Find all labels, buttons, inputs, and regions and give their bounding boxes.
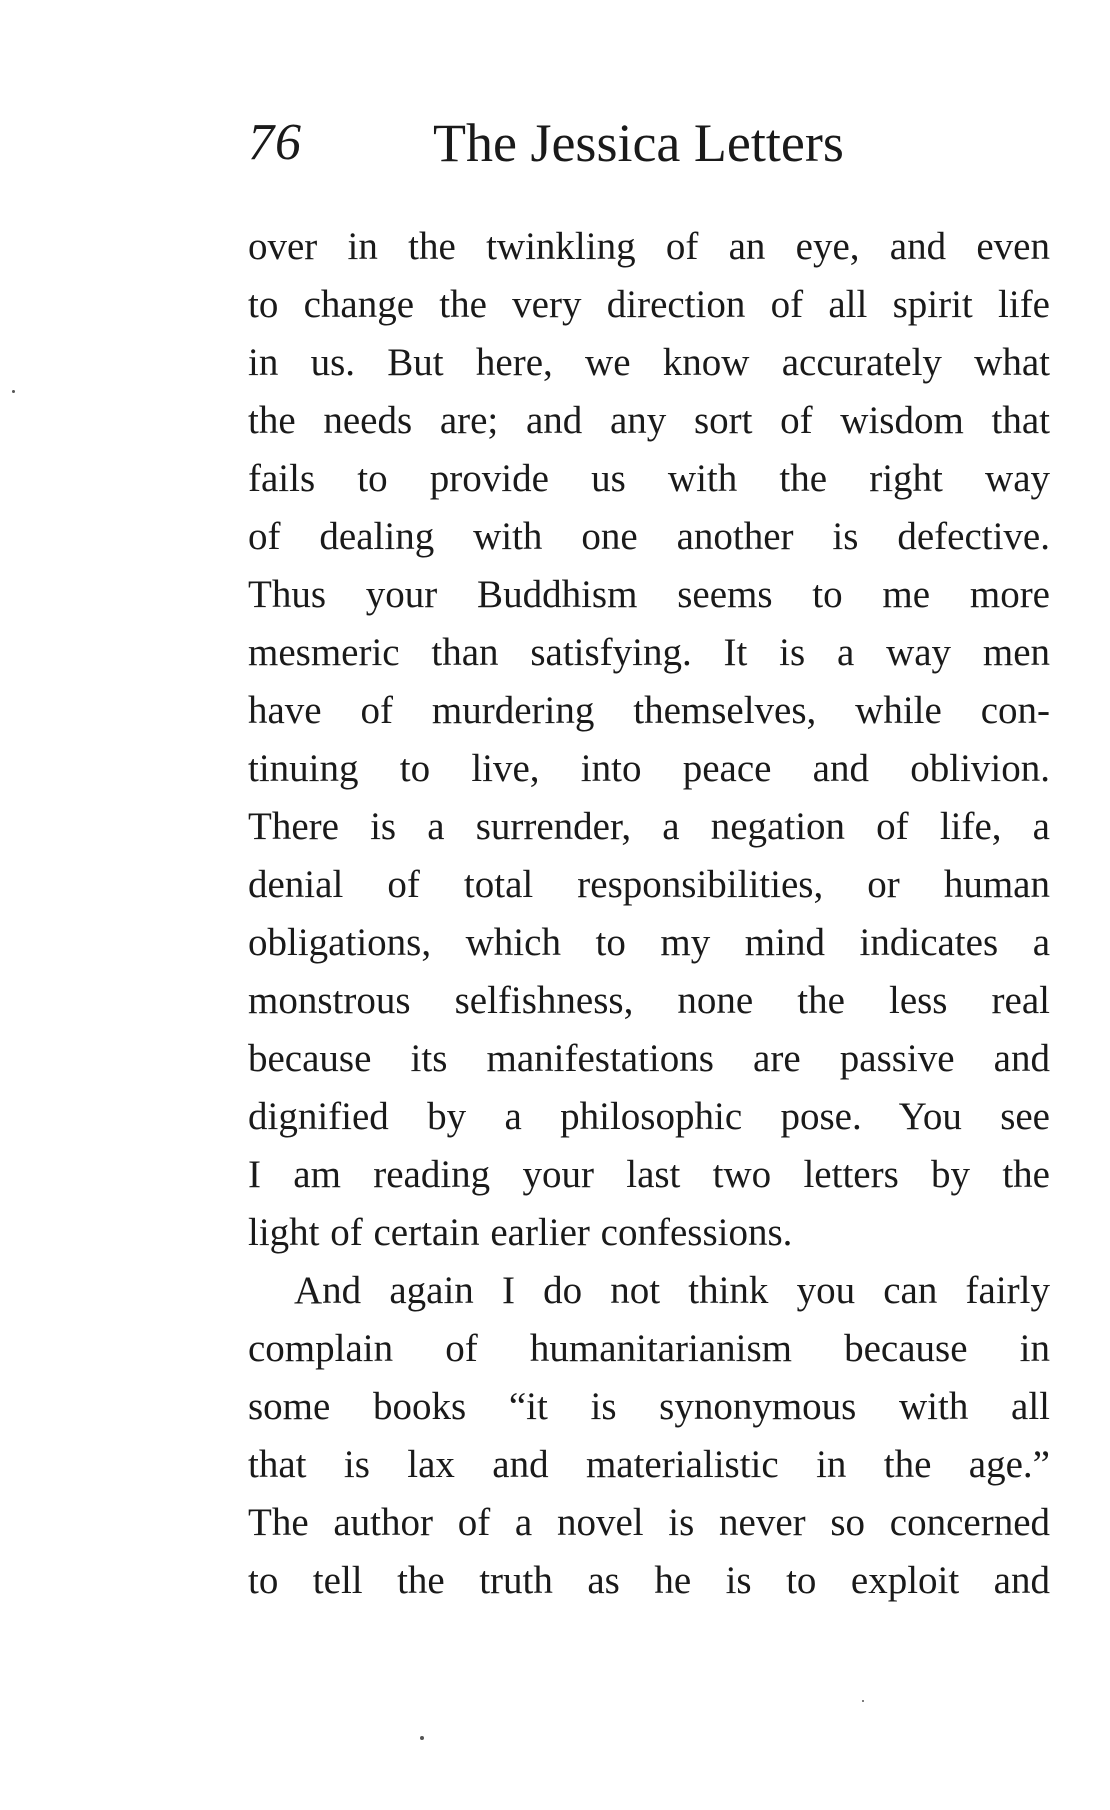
text-line: obligations, which to my mind indicates a	[248, 921, 1050, 964]
text-line: The author of a novel is never so concerned	[248, 1501, 1050, 1544]
scan-speck	[420, 1736, 424, 1740]
page-number: 76	[248, 114, 302, 171]
paragraph-start-line: And again I do not think you can fairly	[294, 1269, 1050, 1312]
text-line: tinuing to live, into peace and oblivion.	[248, 747, 1050, 790]
text-line: denial of total responsibilities, or human	[248, 863, 1050, 906]
text-line: have of murdering themselves, while con-	[248, 689, 1050, 732]
text-line: to tell the truth as he is to exploit and	[248, 1559, 1050, 1602]
text-line: some books “it is synonymous with all	[248, 1385, 1050, 1428]
page-header	[248, 108, 1068, 178]
text-line: dignified by a philosophic pose. You see	[248, 1095, 1050, 1138]
text-line: the needs are; and any sort of wisdom that	[248, 399, 1050, 442]
text-line: Thus your Buddhism seems to me more	[248, 573, 1050, 616]
text-line: mesmeric than satisfying. It is a way men	[248, 631, 1050, 674]
scan-speck	[862, 1700, 864, 1702]
body-text	[248, 218, 1050, 1610]
text-line: I am reading your last two letters by the	[248, 1153, 1050, 1196]
text-line: that is lax and materialistic in the age.”	[248, 1443, 1050, 1486]
text-line: monstrous selfishness, none the less real	[248, 979, 1050, 1022]
text-line: complain of humanitarianism because in	[248, 1327, 1050, 1370]
text-line: of dealing with one another is defective.	[248, 515, 1050, 558]
text-line: fails to provide us with the right way	[248, 457, 1050, 500]
scan-speck	[12, 390, 15, 393]
paragraph-end-line: light of certain earlier confessions.	[248, 1211, 793, 1254]
text-line: There is a surrender, a negation of life, a	[248, 805, 1050, 848]
text-line: because its manifestations are passive and	[248, 1037, 1050, 1080]
text-line: to change the very direction of all spirit life	[248, 283, 1050, 326]
text-line: in us. But here, we know accurately what	[248, 341, 1050, 384]
running-title: The Jessica Letters	[433, 113, 844, 173]
text-line: over in the twinkling of an eye, and even	[248, 225, 1050, 268]
